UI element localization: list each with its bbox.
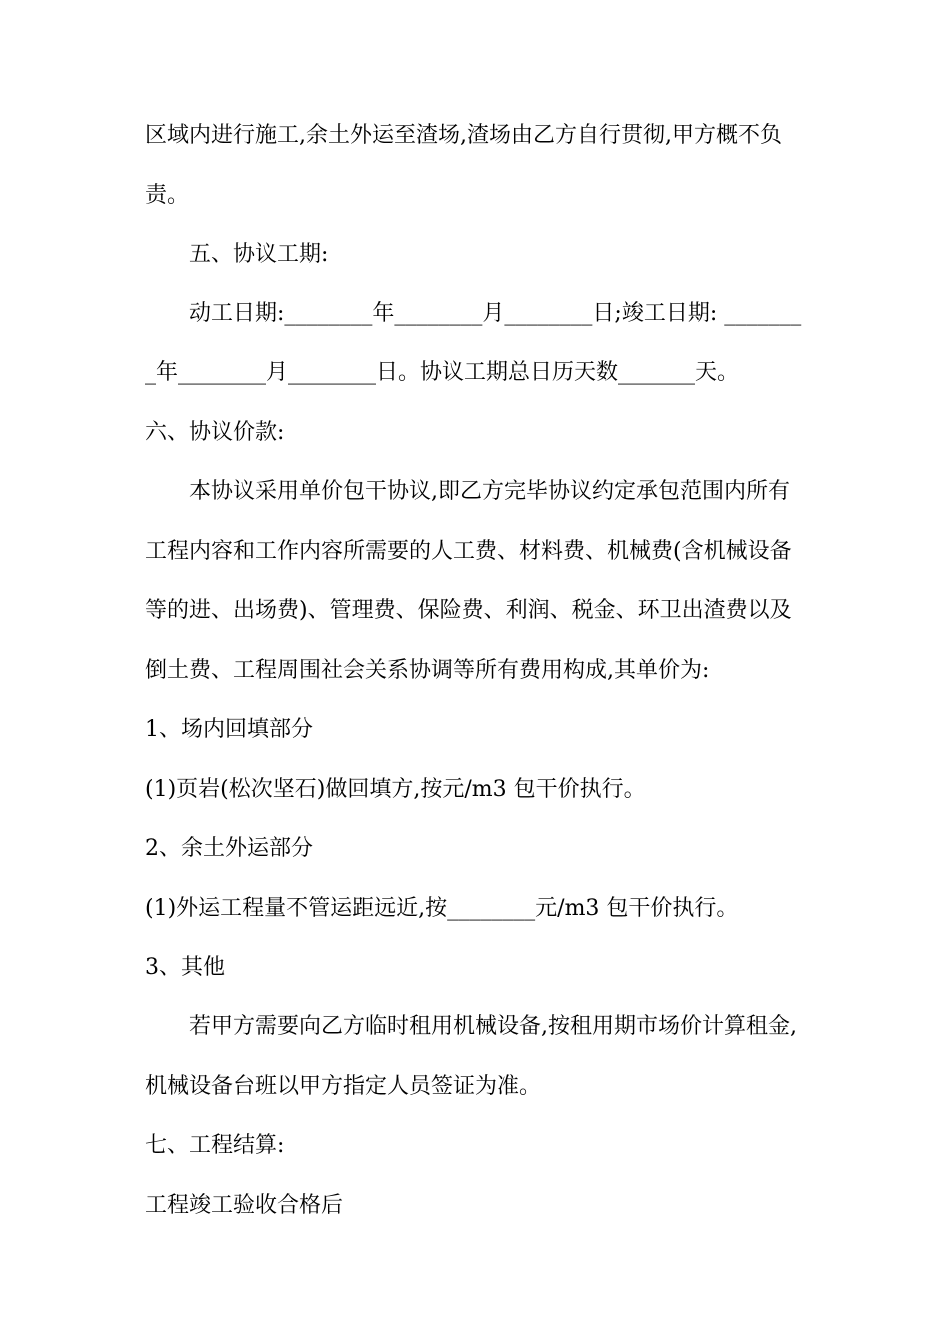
section-heading-schedule: 五、协议工期: bbox=[189, 242, 329, 267]
price-paragraph-line-2: 工程内容和工作内容所需要的人工费、材料费、机械费(含机械设备 bbox=[145, 539, 792, 564]
price-paragraph-line-3: 等的进、出场费)、管理费、保险费、利润、税金、环卫出渣费以及 bbox=[145, 598, 792, 623]
schedule-dates-line-2: _年________月________日。协议工期总日历天数_______天。 bbox=[145, 360, 740, 385]
paragraph-line-1: 区域内进行施工,余土外运至渣场,渣场由乙方自行贯彻,甲方概不负 bbox=[145, 123, 782, 148]
price-paragraph-line-4: 倒土费、工程周围社会关系协调等所有费用构成,其单价为: bbox=[145, 658, 710, 683]
price-paragraph-line-1: 本协议采用单价包干协议,即乙方完毕协议约定承包范围内所有 bbox=[189, 479, 790, 504]
subheading-soil-transport: 2、余土外运部分 bbox=[145, 836, 313, 861]
other-paragraph-line-2: 机械设备台班以甲方指定人员签证为准。 bbox=[145, 1074, 542, 1099]
subheading-other: 3、其他 bbox=[145, 955, 225, 980]
section-heading-settlement: 七、工程结算: bbox=[145, 1133, 285, 1158]
schedule-dates-line-1: 动工日期:________年________月________日;竣工日期: _______ bbox=[189, 301, 802, 326]
settlement-paragraph-line-1: 工程竣工验收合格后 bbox=[145, 1193, 344, 1218]
other-paragraph-line-1: 若甲方需要向乙方临时租用机械设备,按租用期市场价计算租金, bbox=[189, 1014, 797, 1039]
subheading-backfill: 1、场内回填部分 bbox=[145, 717, 313, 742]
backfill-item-1: (1)页岩(松次坚石)做回填方,按元/m3 包干价执行。 bbox=[145, 777, 646, 802]
soil-transport-item-1: (1)外运工程量不管运距远近,按________元/m3 包干价执行。 bbox=[145, 896, 739, 921]
section-heading-price: 六、协议价款: bbox=[145, 420, 285, 445]
paragraph-line-2: 责。 bbox=[145, 183, 190, 208]
